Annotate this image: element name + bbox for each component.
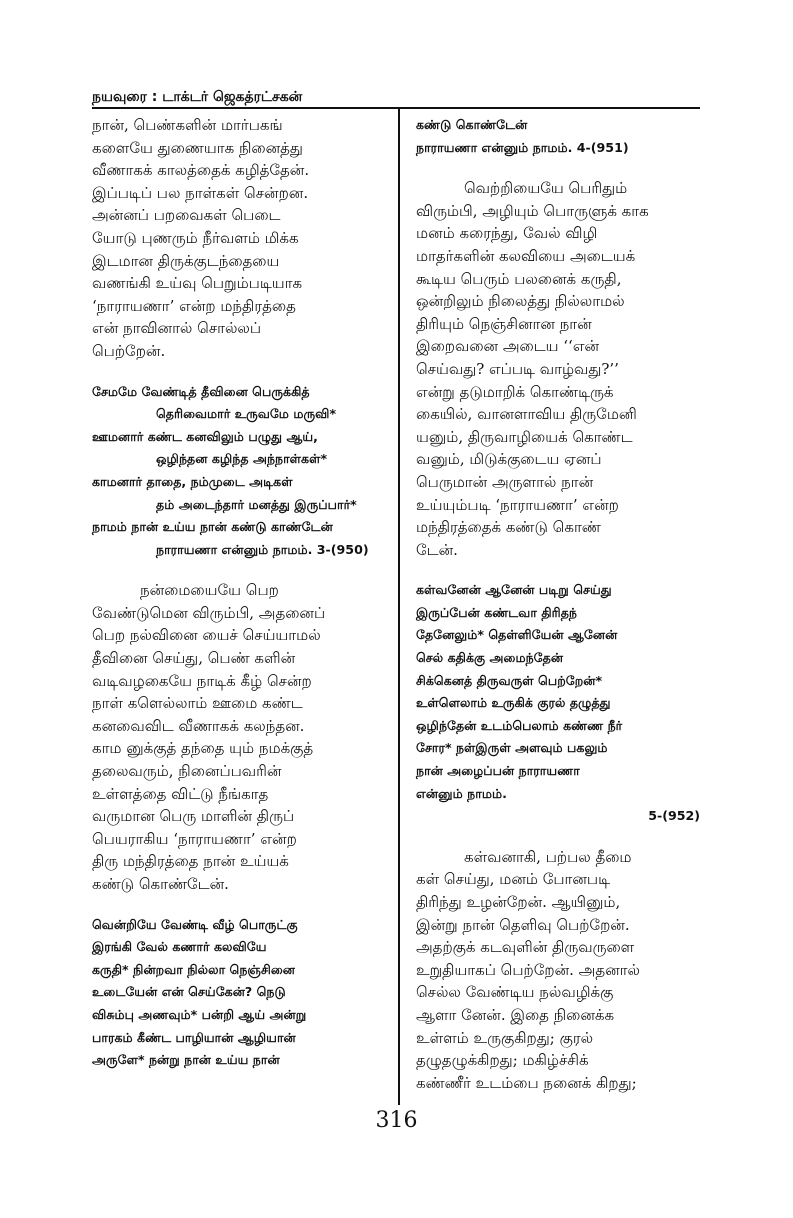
prose-line: பெயராகிய ‘நாராயணா’ என்ற (92, 829, 297, 848)
prose-line: யோடு புணரும் நீர்வளம் மிக்க (92, 228, 299, 247)
prose-line: டேன். (416, 540, 458, 559)
prose-line: வணங்கி உய்வு பெறும்படியாக (92, 274, 303, 293)
verse-line: ஒழிந்தேன் உடம்பெலாம் கண்ண நீர் (416, 717, 623, 733)
prose-line: களையே துணையாக நினைத்து (92, 138, 303, 157)
left-column (92, 114, 382, 1072)
prose-line: வெற்றியையே பெரிதும் (464, 179, 628, 198)
prose-line: அன்னப் பறவைகள் பெடை (92, 206, 281, 225)
prose-line: நான், பெண்களின் மார்பகங் (92, 116, 283, 134)
verse-line: நாமம் நான் உய்ய நான் கண்டு காண்டேன் (92, 519, 333, 535)
prose-line: இன்று நான் தெளிவு பெற்றேன். (416, 915, 630, 934)
prose-line: மனம் கரைந்து, வேல் விழி (416, 224, 598, 243)
prose-line: செய்வது? எப்படி வாழ்வது?’’ (416, 359, 619, 378)
prose-line: இப்படிப் பல நாள்கள் சென்றன. (92, 183, 309, 202)
prose-line: உய்யும்படி ‘நாராயணா’ என்ற (416, 495, 619, 514)
running-header: நயவுரை : டாக்டர் ஜெகத்ரட்சகன் (92, 89, 303, 105)
verse-line: இருப்பேன் கண்டவா திரிதந் (416, 604, 577, 620)
verse-line: என்னும் நாமம். (416, 785, 507, 801)
prose-line: பெற்றேன். (92, 341, 166, 360)
prose-line: இறைவனை அடைய ‘‘என் (416, 337, 600, 356)
prose-line: தலைவரும், நினைப்பவரின் (92, 762, 282, 781)
prose-line: திரிந்து உழன்றேன். ஆயினும், (416, 893, 621, 911)
prose-line: வடிவழகையே நாடிக் கீழ் சென்ற (92, 671, 312, 690)
verse-line: செல் கதிக்கு அமைந்தேன் (416, 650, 564, 666)
prose-line: வருமான பெரு மாளின் திருப் (92, 807, 295, 826)
verse-line: நாராயணா என்னும் நாமம். 4-(951) (416, 139, 629, 155)
prose-line: கள் செய்து, மனம் போனபடி (416, 870, 611, 889)
verse-line: வென்றியே வேண்டி வீழ் பொருட்கு (92, 916, 298, 932)
prose-line: வனும், மிடுக்குடைய ஏனப் (416, 450, 602, 469)
prose-line: யனும், திருவாழியைக் கொண்ட (416, 427, 633, 446)
verse-line: சேமமே வேண்டித் தீவினை பெருக்கித் (92, 383, 310, 399)
prose-line: ஒன்றிலும் நிலைத்து நில்லாமல் (416, 292, 625, 311)
prose-line: உள்ளத்தை விட்டு நீங்காத (92, 784, 269, 803)
prose-line: பெற நல்வினை யைச் செய்யாமல் (92, 626, 321, 645)
page-number: 316 (375, 1108, 418, 1133)
column-divider (398, 109, 400, 1105)
verse-line: ஊமனார் கண்ட கனவிலும் பழுது ஆய், (92, 428, 318, 444)
commentary-paragraph-3 (416, 177, 700, 561)
prose-line: கள்வனாகி, பற்பல தீமை (464, 847, 632, 866)
verse-line: நாராயணா என்னும் நாமம். 3-(950) (156, 541, 369, 557)
header-rule (92, 107, 700, 109)
verse-line: கண்டு கொண்டேன் (416, 117, 528, 132)
verse-952 (416, 579, 700, 828)
commentary-paragraph-2 (92, 579, 382, 895)
prose-line: தழுதழுக்கிறது; மகிழ்ச்சிக் (416, 1051, 589, 1070)
commentary-paragraph-1 (92, 114, 382, 363)
verse-951-end (416, 114, 700, 159)
verse-line: கருதி* நின்றவா நில்லா நெஞ்சினை (92, 961, 295, 977)
verse-line: பாரகம் கீண்ட பாழியான் ஆழியான் (92, 1029, 296, 1045)
prose-line: காம னுக்குத் தந்தை யும் நமக்குத் (92, 739, 314, 758)
prose-line: பெருமான் அருளால் நான் (416, 472, 594, 491)
verse-line: சோர* நள்இருள் அளவும் பகலும் (416, 740, 608, 756)
prose-line: ஆளா னேன். இதை நினைக்க (416, 1005, 615, 1024)
prose-line: திரு மந்திரத்தை நான் உய்யக் (92, 852, 289, 871)
verse-line: தெரிவைமார் உருவமே மருவி* (156, 406, 337, 422)
prose-line: என்று தடுமாறிக் கொண்டிருக் (416, 382, 614, 401)
prose-line: விரும்பி, அழியும் பொருளுக் காக (416, 201, 649, 220)
verse-line: உள்ளெலாம் உருகிக் குரல் தழுத்து (416, 695, 611, 711)
verse-line: உடையேன் என் செய்கேன்? நெடு (92, 984, 286, 1000)
prose-line: என் நாவினால் சொல்லப் (92, 319, 262, 338)
prose-line: மாதர்களின் கலவியை அடையக் (416, 246, 636, 265)
verse-950 (92, 381, 382, 562)
verse-line: ஒழிந்தன கழிந்த அந்நாள்கள்* (156, 451, 328, 467)
verse-line: இரங்கி வேல் கணார் கலவியே (92, 939, 267, 955)
prose-line: செல்ல வேண்டிய நல்வழிக்கு (416, 983, 614, 1002)
verse-951-start (92, 914, 382, 1072)
prose-line: நன்மையையே பெற (140, 581, 279, 600)
verse-number: 5-(952) (648, 808, 700, 824)
right-column (416, 114, 700, 1094)
prose-line: அதற்குக் கடவுளின் திருவருளை (416, 938, 635, 957)
verse-line: காமனார் தாதை, நம்முடை அடிகள் (92, 473, 293, 489)
prose-line: இடமான திருக்குடந்தையை (92, 251, 280, 270)
prose-line: கையில், வானளாவிய திருமேனி (416, 405, 637, 424)
verse-line: விசும்பு அணவும்* பன்றி ஆய் அன்று (92, 1006, 307, 1022)
prose-line: கூடிய பெரும் பலனைக் கருதி, (416, 269, 622, 288)
prose-line: மந்திரத்தைக் கண்டு கொண் (416, 518, 601, 537)
prose-line: நாள் களெல்லாம் ஊமை கண்ட (92, 694, 303, 713)
prose-line: வேண்டுமென விரும்பி, அதனைப் (92, 603, 326, 622)
prose-line: வீணாகக் காலத்தைக் கழித்தேன். (92, 161, 310, 180)
verse-line: சிக்கெனத் திருவருள் பெற்றேன்* (416, 672, 603, 688)
verse-line: தேனேலும்* தெள்ளியேன் ஆனேன் (416, 627, 618, 643)
prose-line: திரியும் நெஞ்சினான நான் (416, 314, 592, 333)
verse-line: தம் அடைந்தார் மனத்து இருப்பார்* (156, 496, 357, 512)
prose-line: கண்டு கொண்டேன். (92, 875, 229, 893)
commentary-paragraph-4 (416, 846, 700, 1095)
prose-line: கண்ணீர் உடம்பை நனைக் கிறது; (416, 1073, 637, 1092)
verse-line: கள்வனேன் ஆனேன் படிறு செய்து (416, 582, 612, 598)
verse-line: அருளே* நன்று நான் உய்ய நான் (92, 1052, 280, 1068)
prose-line: உள்ளம் உருகுகிறது; குரல் (416, 1028, 594, 1047)
prose-line: தீவினை செய்து, பெண் களின் (92, 649, 296, 668)
prose-line: ‘நாராயணா’ என்ற மந்திரத்தை (92, 296, 296, 315)
prose-line: கனவைவிட வீணாகக் கலந்தன. (92, 716, 305, 735)
prose-line: உறுதியாகப் பெற்றேன். அதனால் (416, 960, 640, 979)
verse-line: நான் அழைப்பன் நாராயணா (416, 763, 580, 779)
